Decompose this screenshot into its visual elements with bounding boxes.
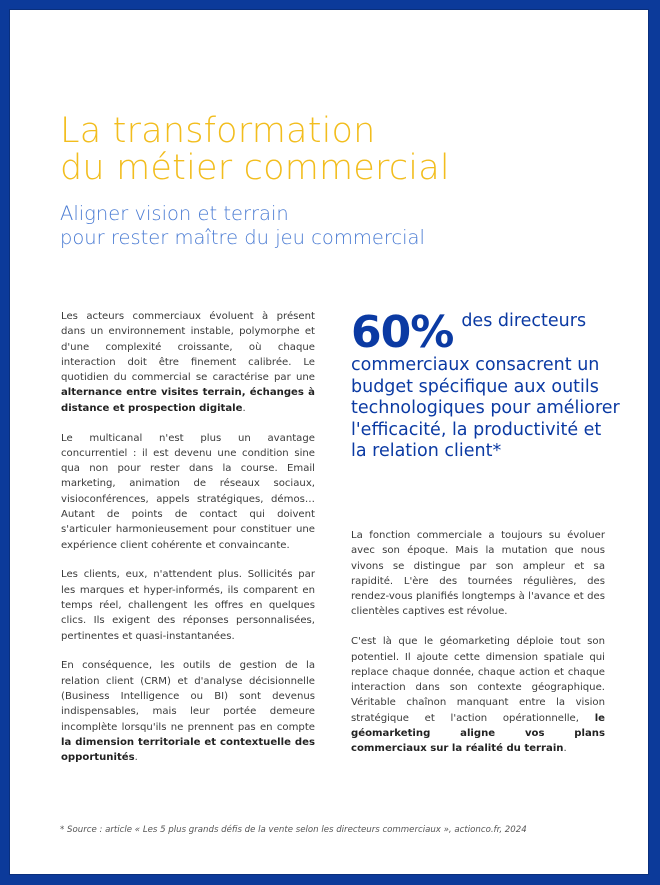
right-column [351,528,605,771]
stat-text: commerciaux consacrent un budget spécifique aux outils technologiques pour améliorer l'efficacité, la productivité et la relation client* [351,355,620,461]
left-paragraph-4: En conséquence, les outils de gestion de la relation client (CRM) et d'analyse décisionnelle (Business Intelligence ou BI) sont devenus indispensables, mais leur portée demeure incomplète lorsqu'ils ne prennent pas en compte la dimension territoriale et contextuelle des opportunités. [61,660,315,764]
page-title [60,113,620,187]
right-paragraph-1: La fonction commerciale a toujours su évoluer avec son époque. Mais la mutation que nous vivons se distingue par son ampleur et sa rapidité. L'ère des tournées régulières, des rendez-vous planifiés longtemps à l'avance et des clientèles captives est révolue. [351,530,605,618]
left-paragraph-1-emphasis: alternance entre visites terrain, échanges à distance et prospection digitale [61,387,315,414]
subtitle-line-1: Aligner vision et terrain [60,202,289,225]
left-column [61,309,315,780]
left-paragraph-1: Les acteurs commerciaux évoluent à présent dans un environnement instable, polymorphe et d'une complexité croissante, où chaque interaction doit être finement calibrée. Le quotidien du commercial se caractérise par une alternance entre visites terrain, échanges à distance et prospection digitale. [61,311,315,414]
left-paragraph-2: Le multicanal n'est plus un avantage concurrentiel : il est devenu une condition sine qua non pour rester dans la course. Email marketing, animation de réseaux sociaux, visioconférences, appels stratégiques, démos… Autant de points de contact qui doivent s'articuler harmonieusement pour constituer une expérience client cohérente et convaincante. [61,432,315,551]
left-paragraph-4-emphasis: la dimension territoriale et contextuelle des opportunités [61,736,315,764]
title-line-2: du métier commercial [60,148,450,188]
stat-header [351,309,621,357]
page-subtitle [60,202,620,250]
stat-number: 60% [351,307,454,358]
source-footnote: * Source : article « Les 5 plus grands défis de la vente selon les directeurs commerciaux », actionco.fr, 2024 [60,825,527,835]
subtitle-line-2: pour rester maître du jeu commercial [60,226,425,249]
stat-lead-text: des directeurs [461,311,587,331]
stat-callout [351,309,621,463]
right-paragraph-2: C'est là que le géomarketing déploie tout son potentiel. Il ajoute cette dimension spatiale qui replace chaque donnée, chaque action et chaque interaction dans son contexte géographique. Véritable chaînon manquant entre la vision stratégique et l'action opérationnelle, le géomarketing aligne vos plans commerciaux sur la réalité du terrain. [351,636,605,755]
title-line-1: La transformation [60,111,376,151]
document-page [9,9,649,875]
left-paragraph-3: Les clients, eux, n'attendent plus. Sollicités par les marques et hyper-informés, ils comparent en temps réel, challengent les offres en quelques clics. Ils exigent des réponses personnalisées, pertinentes et quasi-instantanées. [61,569,315,642]
right-paragraph-2-emphasis: le géomarketing aligne vos plans commerciaux sur la réalité du terrain [351,712,605,755]
